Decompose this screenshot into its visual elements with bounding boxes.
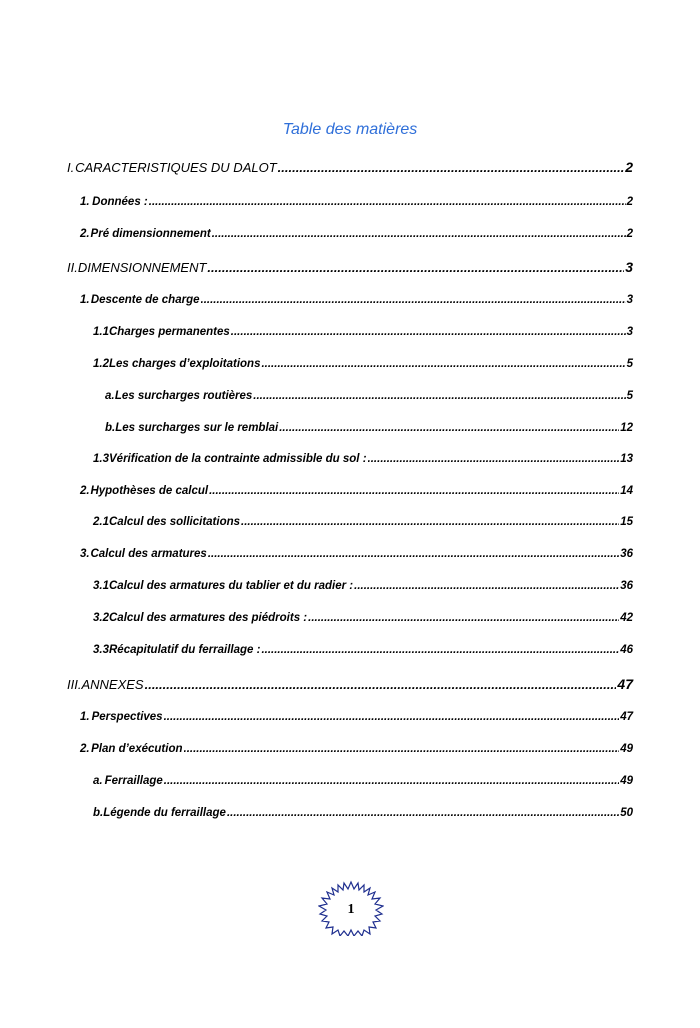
toc-entry-section-2[interactable] (67, 259, 633, 275)
toc-entry-label: Plan d’exécution (91, 743, 183, 755)
toc-leader-dots (231, 326, 626, 338)
toc-entry-section-1[interactable] (67, 159, 633, 175)
toc-entry-label: Récapitulatif du ferraillage : (109, 644, 261, 656)
toc-entry-3-2[interactable] (80, 743, 633, 755)
toc-entry-page: 36 (620, 580, 633, 592)
toc-entry-number: 3.2 (93, 612, 109, 624)
toc-leader-dots (368, 453, 620, 465)
toc-leader-dots (149, 196, 626, 208)
toc-entry-page: 13 (620, 453, 633, 465)
toc-entry-label: Légende du ferraillage (103, 807, 226, 819)
toc-entry-label: Calcul des armatures du tablier et du radier : (109, 580, 354, 592)
toc-leader-dots (227, 807, 619, 819)
toc-leader-dots (207, 260, 624, 275)
toc-entry-page: 5 (626, 390, 633, 402)
toc-entry-3-2-b[interactable] (93, 807, 633, 819)
toc-entry-page: 50 (620, 807, 633, 819)
toc-leader-dots (212, 228, 626, 240)
toc-entry-2-3-3[interactable] (93, 644, 633, 656)
toc-entry-number: a. (93, 775, 103, 787)
toc-entry-label: ANNEXES (81, 677, 144, 692)
toc-entry-section-3[interactable] (67, 676, 633, 692)
toc-entry-label: Vérification de la contrainte admissible du sol : (109, 453, 367, 465)
toc-entry-number: 2. (80, 485, 90, 497)
toc-entry-number: 3.3 (93, 644, 109, 656)
toc-entry-page: 14 (620, 485, 633, 497)
toc-entry-page: 15 (620, 516, 633, 528)
toc-entry-number: II. (67, 260, 78, 275)
toc-leader-dots (278, 160, 625, 175)
toc-entry-label: Ferraillage (104, 775, 163, 787)
toc-entry-2-1-3[interactable] (93, 453, 633, 465)
toc-entry-2-3[interactable] (80, 548, 633, 560)
toc-leader-dots (261, 358, 625, 370)
toc-entry-number: 3.1 (93, 580, 109, 592)
toc-title: Table des matières (282, 121, 418, 138)
page-number: 1 (347, 902, 355, 917)
toc-entry-label: Perspectives (91, 711, 163, 723)
toc-leader-dots (145, 677, 617, 692)
toc-entry-page: 5 (626, 358, 633, 370)
toc-entry-number: 2. (80, 228, 90, 240)
toc-entry-2-1-1[interactable] (93, 326, 633, 338)
toc-entry-page: 46 (620, 644, 633, 656)
toc-entry-label: Calcul des armatures (90, 548, 207, 560)
toc-entry-2-3-1[interactable] (93, 580, 633, 592)
toc-entry-number: 1. (80, 711, 90, 723)
toc-entry-label: Hypothèses de calcul (90, 485, 209, 497)
toc-entry-label: DIMENSIONNEMENT (77, 260, 207, 275)
toc-leader-dots (208, 548, 619, 560)
toc-entry-2-1-2-a[interactable] (105, 390, 633, 402)
toc-entry-number: 1.1 (93, 326, 109, 338)
toc-entry-page: 42 (620, 612, 633, 624)
toc-entry-label: Les surcharges routières (114, 390, 253, 402)
toc-entry-2-1[interactable] (80, 294, 633, 306)
page-number-badge (318, 880, 384, 936)
toc-entry-page: 36 (620, 548, 633, 560)
toc-entry-label: Les surcharges sur le remblai (115, 422, 279, 434)
toc-leader-dots (184, 743, 620, 755)
toc-entry-page: 3 (625, 259, 633, 275)
toc-leader-dots (241, 516, 619, 528)
toc-leader-dots (261, 644, 619, 656)
toc-entry-page: 47 (617, 676, 633, 692)
toc-entry-number: 3. (80, 548, 90, 560)
toc-entry-page: 49 (620, 743, 633, 755)
toc-leader-dots (201, 294, 626, 306)
toc-entry-page: 3 (626, 294, 633, 306)
toc-leader-dots (354, 580, 619, 592)
toc-entry-number: a. (105, 390, 115, 402)
toc-entry-number: 1. (80, 294, 90, 306)
toc-entry-page: 49 (620, 775, 633, 787)
toc-entry-number: 2. (80, 743, 90, 755)
toc-entry-page: 2 (626, 196, 633, 208)
toc-entry-label: Pré dimensionnement (90, 228, 211, 240)
toc-entry-page: 3 (626, 326, 633, 338)
toc-entry-label: Charges permanentes (109, 326, 230, 338)
toc-leader-dots (308, 612, 619, 624)
toc-leader-dots (279, 422, 619, 434)
toc-entry-2-3-2[interactable] (93, 612, 633, 624)
starburst-icon (318, 880, 384, 936)
toc-entry-number: 1. (80, 196, 90, 208)
toc-entry-1-1[interactable] (80, 196, 633, 208)
toc-entry-page: 12 (620, 422, 633, 434)
toc-entry-label: Données : (92, 196, 148, 208)
toc-entry-2-1-2-b[interactable] (105, 422, 633, 434)
toc-leader-dots (164, 775, 619, 787)
toc-entry-label: Calcul des armatures des piédroits : (109, 612, 308, 624)
toc-leader-dots (209, 485, 619, 497)
toc-entry-2-1-2[interactable] (93, 358, 633, 370)
toc-entry-2-2[interactable] (80, 485, 633, 497)
toc-entry-label: Calcul des sollicitations (109, 516, 241, 528)
toc-entry-3-1[interactable] (80, 711, 633, 723)
toc-entry-number: III. (67, 677, 82, 692)
toc-entry-label: CARACTERISTIQUES DU DALOT (75, 160, 277, 175)
toc-entry-number: b. (93, 807, 104, 819)
toc-entry-label: Les charges d’exploitations (109, 358, 261, 370)
toc-entry-number: I. (67, 160, 75, 175)
toc-leader-dots (253, 390, 625, 402)
toc-entry-1-2[interactable] (80, 228, 633, 240)
toc-entry-3-2-a[interactable] (93, 775, 633, 787)
toc-entry-label: Descente de charge (90, 294, 200, 306)
toc-entry-2-2-1[interactable] (93, 516, 633, 528)
toc-entry-number: 1.3 (93, 453, 109, 465)
toc-entry-number: 2.1 (93, 516, 109, 528)
toc-leader-dots (164, 711, 620, 723)
toc-entry-number: b. (105, 422, 116, 434)
toc-entry-page: 47 (620, 711, 633, 723)
toc-entry-page: 2 (625, 159, 633, 175)
toc-entry-number: 1.2 (93, 358, 109, 370)
toc-entry-page: 2 (626, 228, 633, 240)
